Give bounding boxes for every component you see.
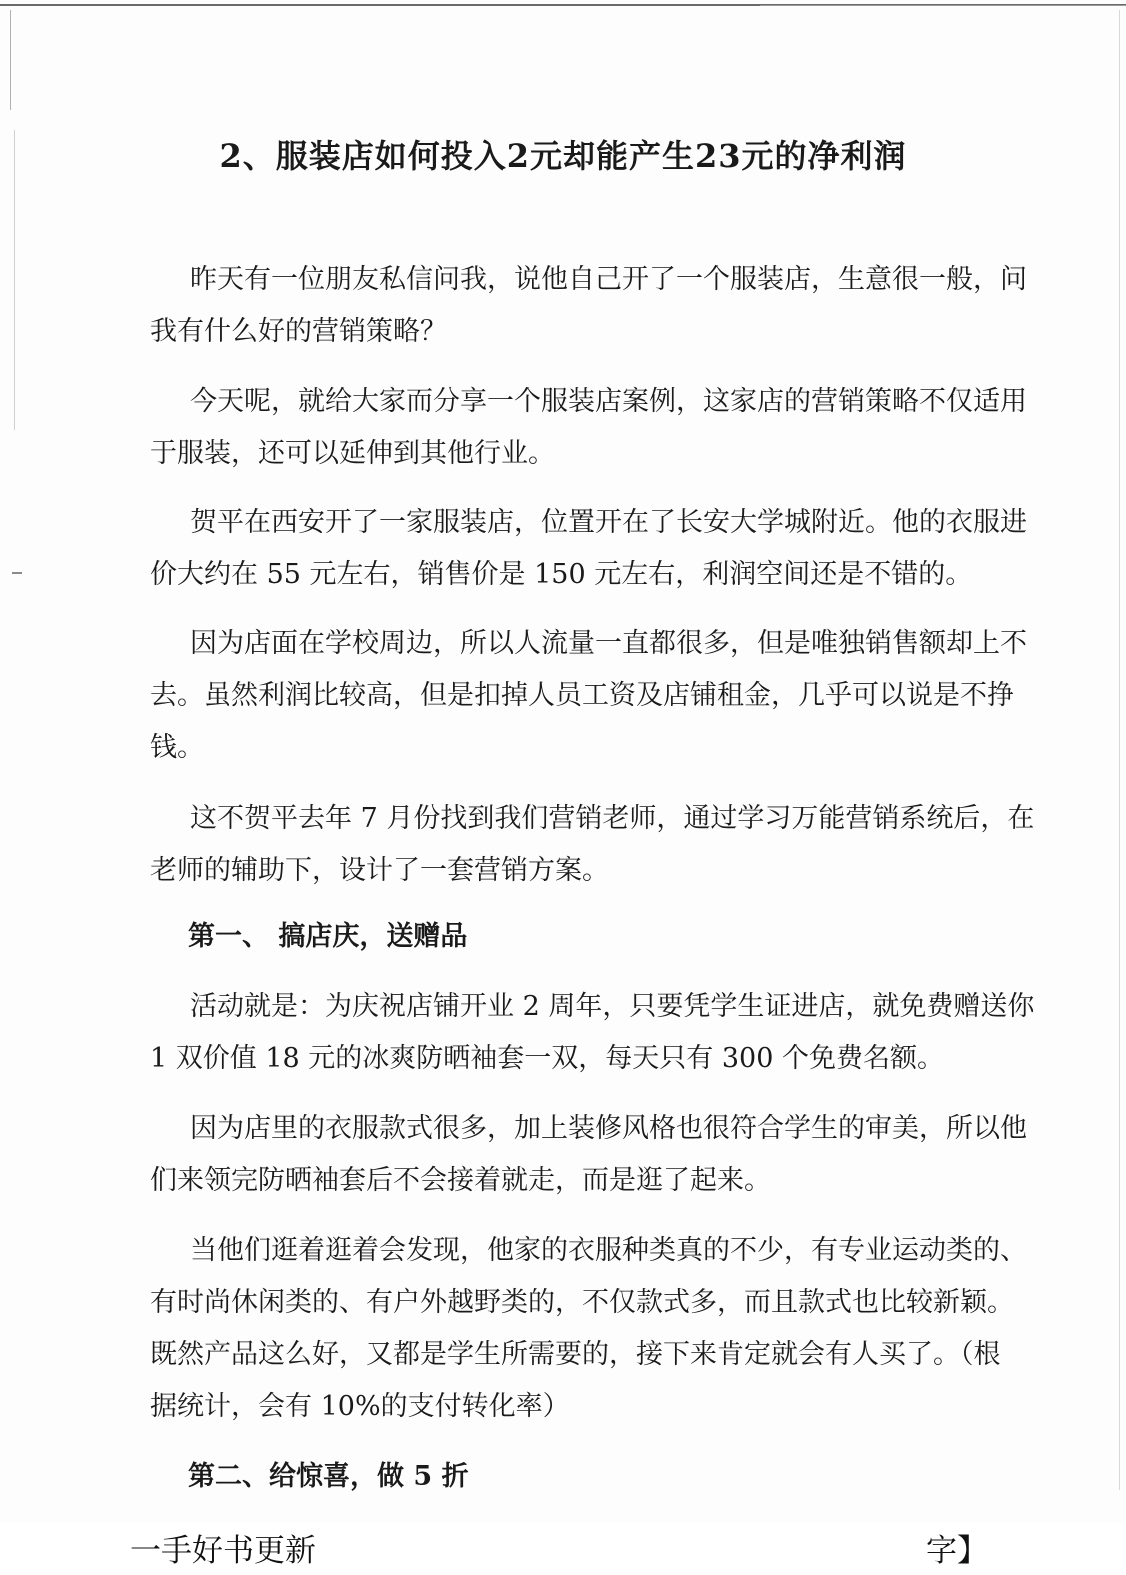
paragraph-line: 因为店里的衣服款式很多，加上装修风格也很符合学生的审美，所以他	[190, 1113, 1027, 1144]
paragraph-line: 价大约在 55 元左右，销售价是 150 元左右，利润空间还是不错的。	[150, 559, 973, 590]
paragraph-line: 我有什么好的营销策略？	[150, 316, 447, 347]
paragraph-line: 这不贺平去年 7 月份找到我们营销老师，通过学习万能营销系统后，在	[190, 803, 1035, 834]
paragraph-line: 老师的辅助下，设计了一套营销方案。	[150, 855, 609, 886]
page-title: 2、服装店如何投入2元却能产生23元的净利润	[219, 137, 907, 175]
paragraph-line: 既然产品这么好，又都是学生所需要的，接下来肯定就会有人买了。（根	[150, 1339, 1001, 1370]
footer-left-text: 一手好书更新	[130, 1533, 316, 1569]
footer-right-text: 字】	[926, 1533, 988, 1569]
scan-top-border-secondary	[760, 0, 1126, 6]
paragraph-line: 今天呢，就给大家而分享一个服装店案例，这家店的营销策略不仅适用	[190, 386, 1027, 417]
paragraph-6	[150, 981, 1035, 1085]
paragraph-line: 当他们逛着逛着会发现，他家的衣服种类真的不少，有专业运动类的、	[190, 1235, 1027, 1266]
paragraph-line: 去。虽然利润比较高，但是扣掉人员工资及店铺租金，几乎可以说是不挣	[150, 680, 1014, 711]
footer-banner	[0, 1523, 1126, 1575]
paragraph-8	[150, 1225, 1027, 1433]
paragraph-line: 有时尚休闲类的、有户外越野类的，不仅款式多，而且款式也比较新颖。	[150, 1287, 1014, 1318]
paragraph-7	[150, 1103, 1027, 1207]
paragraph-line: 于服装，还可以延伸到其他行业。	[150, 438, 555, 469]
paragraph-3	[150, 497, 1027, 601]
section-heading-first: 第一、 搞店庆，送赠品	[188, 921, 468, 952]
paragraph-5	[150, 793, 1035, 897]
paragraph-line: 1 双价值 18 元的冰爽防晒袖套一双，每天只有 300 个免费名额。	[150, 1043, 944, 1074]
paragraph-line: 活动就是：为庆祝店铺开业 2 周年，只要凭学生证进店，就免费赠送你	[190, 991, 1035, 1022]
scan-left-edge	[10, 10, 11, 110]
paragraph-line: 贺平在西安开了一家服装店，位置开在了长安大学城附近。他的衣服进	[190, 507, 1027, 538]
paragraph-1	[150, 254, 1027, 358]
paragraph-line: 钱。	[150, 732, 204, 763]
paragraph-line: 昨天有一位朋友私信问我，说他自己开了一个服装店，生意很一般，问	[190, 264, 1027, 295]
paragraph-line: 们来领完防晒袖套后不会接着就走，而是逛了起来。	[150, 1165, 771, 1196]
scan-mark	[12, 572, 22, 574]
paragraph-line: 因为店面在学校周边，所以人流量一直都很多，但是唯独销售额却上不	[190, 628, 1027, 659]
paragraph-4	[150, 618, 1027, 774]
paragraph-2	[150, 376, 1027, 480]
scan-right-edge	[1119, 10, 1120, 1490]
paragraph-line: 据统计，会有 10%的支付转化率）	[150, 1391, 570, 1422]
section-heading-second: 第二、给惊喜，做 5 折	[188, 1461, 469, 1492]
